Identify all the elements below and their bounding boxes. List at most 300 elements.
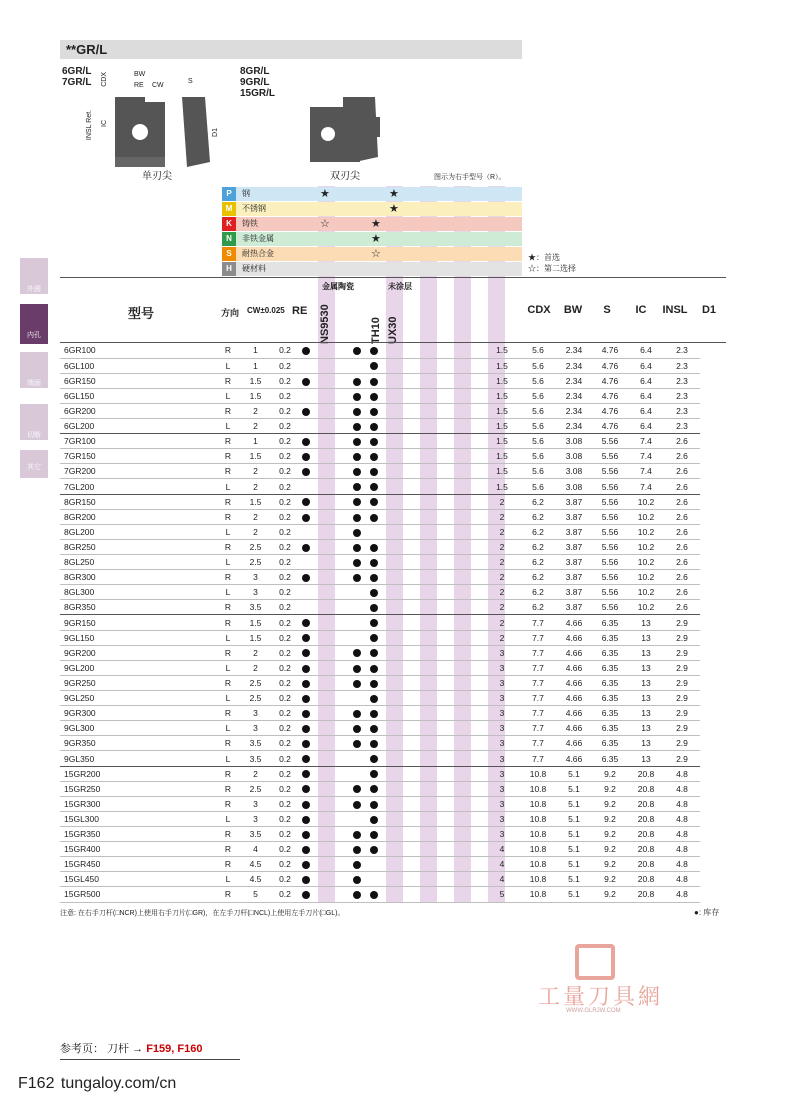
cell-dim-d1: 2.9 bbox=[676, 723, 688, 734]
cell-model: 6GL200 bbox=[64, 421, 95, 432]
cell-dim-cdx: 1.5 bbox=[496, 390, 508, 401]
cell-re: 0.2 bbox=[279, 572, 291, 583]
cell-dim-ic: 9.2 bbox=[604, 813, 616, 824]
cell-grade bbox=[348, 373, 365, 388]
cell-empty-grade bbox=[450, 449, 467, 464]
cell-dim-insl: 13 bbox=[641, 723, 651, 734]
material-name: 不锈钢 bbox=[242, 204, 266, 213]
cell-grade bbox=[297, 373, 314, 388]
cell-empty-grade bbox=[382, 358, 399, 373]
cell-dim-d1: 4.8 bbox=[676, 889, 688, 900]
cell-grade bbox=[331, 585, 348, 600]
stock-dot-icon bbox=[370, 423, 378, 431]
cell-empty-grade bbox=[433, 660, 450, 675]
cell-empty-grade bbox=[382, 736, 399, 751]
cell-dim-ic: 4.76 bbox=[601, 375, 619, 386]
cell-empty-grade bbox=[433, 675, 450, 690]
cell-grade bbox=[314, 675, 331, 690]
stock-dot-icon bbox=[353, 801, 361, 809]
cell-dim-d1: 2.9 bbox=[676, 738, 688, 749]
cell-empty-grade bbox=[382, 887, 399, 902]
cell-grade bbox=[314, 358, 331, 373]
cell-empty-grade bbox=[399, 827, 416, 842]
cell-dim-bw: 10.8 bbox=[529, 783, 547, 794]
cell-empty-grade bbox=[467, 343, 484, 358]
cell-grade bbox=[365, 736, 382, 751]
cell-empty-grade bbox=[416, 509, 433, 524]
stock-dot-icon bbox=[370, 589, 378, 597]
reference-pages[interactable]: F159, F160 bbox=[146, 1043, 203, 1055]
cell-dim-cdx: 1.5 bbox=[496, 451, 508, 462]
cell-grade bbox=[348, 539, 365, 554]
cell-empty-grade bbox=[416, 887, 433, 902]
cell-dim-s: 4.66 bbox=[565, 647, 583, 658]
cell-grade bbox=[314, 585, 331, 600]
cell-dim-d1: 2.9 bbox=[676, 632, 688, 643]
sidebar-tab-external[interactable]: 外圆 bbox=[20, 258, 48, 294]
cell-grade bbox=[365, 555, 382, 570]
cell-empty-grade bbox=[450, 660, 467, 675]
cell-grade bbox=[365, 857, 382, 872]
cell-empty-grade bbox=[450, 343, 467, 358]
cell-empty-grade bbox=[382, 343, 399, 358]
cell-empty-grade bbox=[416, 494, 433, 509]
cell-re: 0.2 bbox=[279, 405, 291, 416]
cell-grade bbox=[331, 645, 348, 660]
cell-model: 7GL200 bbox=[64, 481, 95, 492]
cell-dim-cdx: 1.5 bbox=[496, 360, 508, 371]
table-row bbox=[60, 827, 700, 842]
header-dim-cdx: CDX bbox=[527, 304, 551, 316]
label-s: S bbox=[188, 78, 193, 85]
sidebar-tab-cutoff[interactable]: 切断 bbox=[20, 404, 48, 440]
cell-dim-cdx: 1.5 bbox=[496, 375, 508, 386]
cell-empty-grade bbox=[467, 570, 484, 585]
cell-direction: R bbox=[224, 466, 232, 477]
material-code: H bbox=[222, 262, 236, 276]
stock-dot-icon bbox=[353, 393, 361, 401]
cell-grade bbox=[297, 721, 314, 736]
stock-dot-icon bbox=[370, 559, 378, 567]
cell-grade bbox=[297, 736, 314, 751]
cell-re: 0.2 bbox=[279, 813, 291, 824]
cell-dim-ic: 5.56 bbox=[601, 451, 619, 462]
cell-empty-grade bbox=[416, 706, 433, 721]
cell-grade bbox=[314, 872, 331, 887]
cell-cw: 1.5 bbox=[249, 451, 262, 462]
cell-re: 0.2 bbox=[279, 451, 291, 462]
material-name: 钢 bbox=[242, 189, 250, 198]
cell-cw: 2.5 bbox=[249, 677, 262, 688]
cell-empty-grade bbox=[467, 721, 484, 736]
cell-dim-cdx: 4 bbox=[499, 874, 505, 885]
cell-dim-cdx: 1.5 bbox=[496, 481, 508, 492]
cell-dim-insl: 20.8 bbox=[637, 859, 655, 870]
cell-model: 8GL200 bbox=[64, 526, 95, 537]
cell-empty-grade bbox=[433, 555, 450, 570]
header-model: 型号 bbox=[128, 306, 155, 321]
cell-dim-d1: 2.6 bbox=[676, 557, 688, 568]
cell-dim-ic: 9.2 bbox=[604, 874, 616, 885]
cell-empty-grade bbox=[450, 872, 467, 887]
cell-dim-s: 4.66 bbox=[565, 723, 583, 734]
cell-empty-grade bbox=[382, 706, 399, 721]
label-cw: CW bbox=[152, 82, 164, 89]
table-row bbox=[60, 555, 700, 570]
cell-empty-grade bbox=[450, 675, 467, 690]
cell-dim-bw: 6.2 bbox=[532, 541, 544, 552]
cell-dim-bw: 7.7 bbox=[532, 662, 544, 673]
cell-re: 0.2 bbox=[279, 708, 291, 719]
stock-dot-icon bbox=[353, 680, 361, 688]
cell-grade bbox=[314, 539, 331, 554]
cell-dim-s: 4.66 bbox=[565, 677, 583, 688]
cell-dim-ic: 6.35 bbox=[601, 617, 619, 628]
legend-hollow-star: ☆：第二选择 bbox=[528, 264, 576, 273]
second-choice-star-icon: ☆ bbox=[371, 248, 381, 260]
cell-grade bbox=[365, 539, 382, 554]
cell-empty-grade bbox=[433, 615, 450, 630]
cell-grade bbox=[331, 872, 348, 887]
caption-double-tip: 双刃尖 bbox=[330, 171, 360, 182]
cell-dim-insl: 10.2 bbox=[637, 526, 655, 537]
cell-grade bbox=[297, 539, 314, 554]
cell-dim-ic: 5.56 bbox=[601, 587, 619, 598]
stock-dot-icon bbox=[353, 347, 361, 355]
cell-empty-grade bbox=[433, 524, 450, 539]
cell-dim-cdx: 1.5 bbox=[496, 405, 508, 416]
cell-re: 0.2 bbox=[279, 647, 291, 658]
cell-empty-grade bbox=[382, 494, 399, 509]
cell-dim-insl: 20.8 bbox=[637, 889, 655, 900]
material-name: 耐热合金 bbox=[242, 249, 274, 258]
cell-re: 0.2 bbox=[279, 466, 291, 477]
cell-direction: R bbox=[224, 829, 232, 840]
cell-dim-cdx: 3 bbox=[499, 738, 505, 749]
header-direction: 方向 bbox=[221, 308, 240, 318]
cell-empty-grade bbox=[433, 811, 450, 826]
cell-direction: L bbox=[225, 874, 231, 885]
material-code: N bbox=[222, 232, 236, 246]
cell-empty-grade bbox=[382, 842, 399, 857]
cell-direction: L bbox=[225, 390, 231, 401]
cell-grade bbox=[314, 343, 331, 358]
sidebar-tab-other[interactable]: 其它 bbox=[20, 450, 48, 478]
cell-empty-grade bbox=[450, 509, 467, 524]
cell-grade bbox=[365, 706, 382, 721]
cell-dim-insl: 6.4 bbox=[640, 405, 652, 416]
cell-dim-bw: 7.7 bbox=[532, 738, 544, 749]
cell-direction: R bbox=[224, 496, 232, 507]
stock-dot-icon bbox=[302, 574, 310, 582]
cell-cw: 3 bbox=[253, 798, 258, 809]
cell-grade bbox=[348, 781, 365, 796]
header-group-uncoated: 未涂层 bbox=[388, 282, 412, 291]
stock-dot-icon bbox=[370, 468, 378, 476]
cell-dim-bw: 7.7 bbox=[532, 708, 544, 719]
reference-label: 参考页： 刀杆 → bbox=[60, 1043, 144, 1055]
cell-grade bbox=[365, 615, 382, 630]
stock-dot-icon bbox=[370, 453, 378, 461]
cell-grade bbox=[314, 464, 331, 479]
cell-dim-s: 4.66 bbox=[565, 617, 583, 628]
cell-dim-insl: 7.4 bbox=[640, 436, 652, 447]
cell-direction: R bbox=[224, 859, 232, 870]
cell-empty-grade bbox=[382, 449, 399, 464]
cell-dim-bw: 5.6 bbox=[532, 360, 544, 371]
cell-dim-bw: 6.2 bbox=[532, 496, 544, 507]
cell-grade bbox=[297, 479, 314, 494]
cell-dim-d1: 2.6 bbox=[676, 541, 688, 552]
cell-empty-grade bbox=[467, 645, 484, 660]
cell-model: 7GR150 bbox=[64, 451, 96, 462]
cell-grade bbox=[314, 842, 331, 857]
cell-grade bbox=[297, 887, 314, 902]
cell-grade bbox=[365, 419, 382, 434]
cell-dim-cdx: 3 bbox=[499, 723, 505, 734]
table-row bbox=[60, 358, 700, 373]
stock-dot-icon bbox=[302, 891, 310, 899]
cell-grade bbox=[365, 524, 382, 539]
cell-dim-s: 2.34 bbox=[565, 405, 583, 416]
sidebar-tab-internal[interactable]: 内孔 bbox=[20, 304, 48, 344]
cell-grade bbox=[348, 630, 365, 645]
cell-model: 8GL250 bbox=[64, 557, 95, 568]
cell-dim-s: 3.87 bbox=[565, 572, 583, 583]
material-code: P bbox=[222, 187, 236, 201]
table-row bbox=[60, 645, 700, 660]
cell-dim-bw: 10.8 bbox=[529, 874, 547, 885]
stock-dot-icon bbox=[302, 816, 310, 824]
cell-grade bbox=[348, 796, 365, 811]
cell-re: 0.2 bbox=[279, 436, 291, 447]
cell-cw: 2 bbox=[253, 647, 258, 658]
cell-cw: 3 bbox=[253, 587, 258, 598]
cell-empty-grade bbox=[399, 539, 416, 554]
cell-model: 6GR100 bbox=[64, 345, 96, 356]
cell-dim-bw: 10.8 bbox=[529, 889, 547, 900]
table-row bbox=[60, 343, 700, 358]
cell-empty-grade bbox=[450, 600, 467, 615]
cell-empty-grade bbox=[433, 600, 450, 615]
table-row bbox=[60, 388, 700, 403]
cell-grade bbox=[297, 419, 314, 434]
cell-re: 0.2 bbox=[279, 421, 291, 432]
table-row bbox=[60, 721, 700, 736]
cell-dim-cdx: 2 bbox=[499, 541, 505, 552]
cell-grade bbox=[297, 494, 314, 509]
cell-grade bbox=[297, 827, 314, 842]
cell-dim-s: 3.87 bbox=[565, 511, 583, 522]
cell-empty-grade bbox=[450, 751, 467, 766]
cell-model: 6GR150 bbox=[64, 375, 96, 386]
cell-direction: R bbox=[224, 451, 232, 462]
cell-grade bbox=[331, 796, 348, 811]
insert-diagrams bbox=[60, 62, 500, 177]
stock-dot-icon bbox=[302, 408, 310, 416]
cell-direction: L bbox=[225, 632, 231, 643]
cell-dim-ic: 6.35 bbox=[601, 723, 619, 734]
watermark-url: WWW.GLRJW.COM bbox=[566, 1008, 621, 1014]
table-row bbox=[60, 842, 700, 857]
stock-dot-icon bbox=[302, 710, 310, 718]
cell-empty-grade bbox=[467, 449, 484, 464]
cell-dim-ic: 6.35 bbox=[601, 708, 619, 719]
cell-empty-grade bbox=[382, 600, 399, 615]
cell-dim-cdx: 1.5 bbox=[496, 436, 508, 447]
cell-dim-ic: 6.35 bbox=[601, 677, 619, 688]
cell-grade bbox=[348, 464, 365, 479]
cell-dim-ic: 5.56 bbox=[601, 466, 619, 477]
cell-dim-insl: 6.4 bbox=[640, 421, 652, 432]
cell-re: 0.2 bbox=[279, 557, 291, 568]
cell-empty-grade bbox=[382, 721, 399, 736]
cell-model: 9GR350 bbox=[64, 738, 96, 749]
cell-dim-s: 3.08 bbox=[565, 436, 583, 447]
cell-model: 8GR250 bbox=[64, 541, 96, 552]
cell-re: 0.2 bbox=[279, 874, 291, 885]
material-code: M bbox=[222, 202, 236, 216]
cell-re: 0.2 bbox=[279, 345, 291, 356]
cell-dim-ic: 5.56 bbox=[601, 436, 619, 447]
cell-grade bbox=[365, 479, 382, 494]
cell-direction: R bbox=[224, 572, 232, 583]
cell-empty-grade bbox=[416, 796, 433, 811]
cell-empty-grade bbox=[416, 524, 433, 539]
cell-grade bbox=[331, 630, 348, 645]
cell-grade bbox=[331, 479, 348, 494]
cell-empty-grade bbox=[382, 615, 399, 630]
cell-empty-grade bbox=[450, 494, 467, 509]
cell-empty-grade bbox=[450, 555, 467, 570]
cell-empty-grade bbox=[450, 539, 467, 554]
cell-grade bbox=[314, 449, 331, 464]
cell-empty-grade bbox=[467, 585, 484, 600]
stock-dot-icon bbox=[353, 514, 361, 522]
cell-empty-grade bbox=[433, 358, 450, 373]
cell-re: 0.2 bbox=[279, 511, 291, 522]
cell-dim-cdx: 2 bbox=[499, 496, 505, 507]
cell-direction: R bbox=[224, 708, 232, 719]
cell-dim-bw: 5.6 bbox=[532, 481, 544, 492]
left-model-2: 7GR/L bbox=[62, 77, 92, 88]
cell-direction: L bbox=[225, 421, 231, 432]
cell-dim-insl: 20.8 bbox=[637, 798, 655, 809]
cell-grade bbox=[297, 751, 314, 766]
cell-re: 0.2 bbox=[279, 753, 291, 764]
stock-dot-icon bbox=[353, 453, 361, 461]
cell-grade bbox=[348, 887, 365, 902]
cell-dim-bw: 10.8 bbox=[529, 813, 547, 824]
cell-grade bbox=[331, 570, 348, 585]
cell-grade bbox=[331, 675, 348, 690]
cell-dim-s: 3.87 bbox=[565, 541, 583, 552]
cell-cw: 1.5 bbox=[249, 617, 262, 628]
cell-model: 8GR150 bbox=[64, 496, 96, 507]
site-url[interactable]: tungaloy.com/cn bbox=[60, 1075, 177, 1092]
cell-dim-d1: 2.6 bbox=[676, 466, 688, 477]
cell-empty-grade bbox=[450, 796, 467, 811]
stock-dot-icon bbox=[370, 634, 378, 642]
cell-grade bbox=[365, 358, 382, 373]
cell-empty-grade bbox=[433, 388, 450, 403]
cell-grade bbox=[365, 630, 382, 645]
stock-dot-icon bbox=[302, 725, 310, 733]
cell-dim-ic: 6.35 bbox=[601, 753, 619, 764]
cell-empty-grade bbox=[382, 434, 399, 449]
cell-dim-cdx: 1.5 bbox=[496, 421, 508, 432]
cell-dim-s: 5.1 bbox=[568, 768, 580, 779]
cell-dim-cdx: 4 bbox=[499, 859, 505, 870]
stock-dot-icon bbox=[302, 649, 310, 657]
cell-dim-bw: 5.6 bbox=[532, 451, 544, 462]
cell-empty-grade bbox=[433, 781, 450, 796]
table-row bbox=[60, 570, 700, 585]
cell-dim-bw: 7.7 bbox=[532, 617, 544, 628]
sidebar-tab-face[interactable]: 端面 bbox=[20, 352, 48, 388]
cell-grade bbox=[365, 766, 382, 781]
cell-direction: R bbox=[224, 677, 232, 688]
single-tip-insert-side bbox=[182, 97, 210, 167]
cell-dim-s: 4.66 bbox=[565, 708, 583, 719]
cell-dim-bw: 7.7 bbox=[532, 632, 544, 643]
cell-grade bbox=[314, 811, 331, 826]
cell-re: 0.2 bbox=[279, 723, 291, 734]
material-name: 硬材料 bbox=[242, 264, 266, 273]
cell-dim-s: 3.08 bbox=[565, 466, 583, 477]
cell-empty-grade bbox=[399, 751, 416, 766]
stock-dot-icon bbox=[353, 378, 361, 386]
cell-empty-grade bbox=[416, 539, 433, 554]
cell-empty-grade bbox=[467, 434, 484, 449]
cell-cw: 1.5 bbox=[249, 375, 262, 386]
table-row bbox=[60, 781, 700, 796]
cell-dim-d1: 2.9 bbox=[676, 617, 688, 628]
stock-dot-icon bbox=[302, 468, 310, 476]
cell-grade bbox=[297, 842, 314, 857]
cell-dim-cdx: 1.5 bbox=[496, 466, 508, 477]
cell-model: 15GL450 bbox=[64, 874, 99, 885]
table-top-rule bbox=[60, 277, 726, 278]
cell-dim-insl: 13 bbox=[641, 647, 651, 658]
cell-grade bbox=[297, 872, 314, 887]
cell-direction: L bbox=[225, 693, 231, 704]
cell-empty-grade bbox=[382, 479, 399, 494]
table-row bbox=[60, 464, 700, 479]
cell-cw: 3.5 bbox=[249, 829, 262, 840]
label-ic: IC bbox=[101, 120, 108, 127]
cell-empty-grade bbox=[399, 434, 416, 449]
cell-dim-d1: 2.6 bbox=[676, 526, 688, 537]
cell-empty-grade bbox=[399, 449, 416, 464]
cell-dim-bw: 7.7 bbox=[532, 647, 544, 658]
cell-cw: 1.5 bbox=[249, 496, 262, 507]
cell-dim-cdx: 5 bbox=[499, 889, 505, 900]
cell-empty-grade bbox=[382, 675, 399, 690]
cell-empty-grade bbox=[450, 721, 467, 736]
cell-cw: 2 bbox=[253, 662, 258, 673]
cell-empty-grade bbox=[467, 373, 484, 388]
cell-re: 0.2 bbox=[279, 481, 291, 492]
cell-grade bbox=[348, 509, 365, 524]
cell-empty-grade bbox=[416, 419, 433, 434]
cell-empty-grade bbox=[416, 403, 433, 418]
cell-grade bbox=[348, 615, 365, 630]
cell-empty-grade bbox=[450, 781, 467, 796]
cell-empty-grade bbox=[433, 721, 450, 736]
cell-dim-cdx: 3 bbox=[499, 798, 505, 809]
cell-grade bbox=[365, 827, 382, 842]
